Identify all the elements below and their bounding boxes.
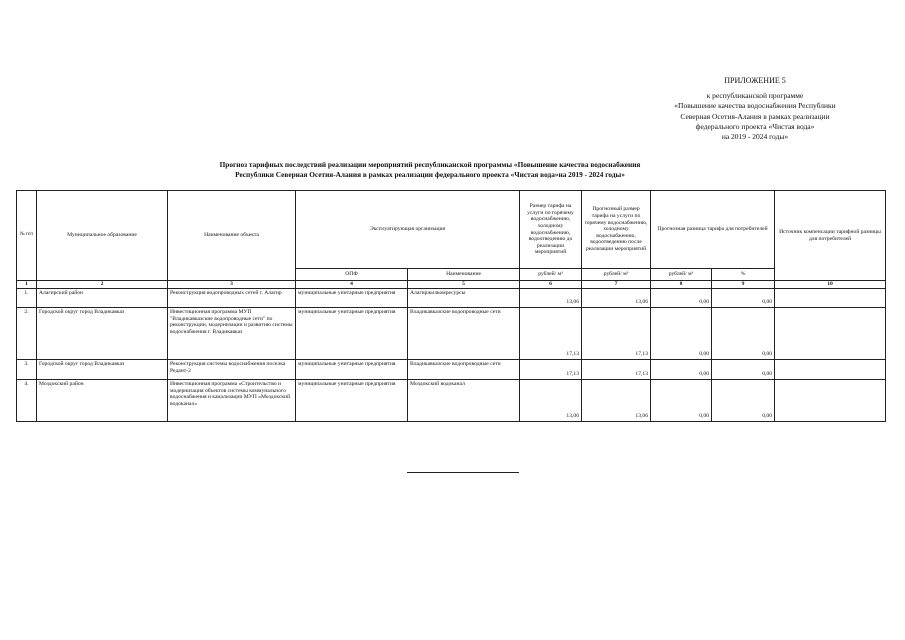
row-tariff-after: 13,06: [582, 289, 651, 308]
table-row: [17, 360, 886, 380]
header-unit: рублей/ м³: [520, 269, 582, 281]
header-name: Наименование: [408, 269, 520, 281]
row-index: 1.: [17, 289, 37, 308]
column-number: 1: [17, 281, 37, 289]
row-source: [775, 308, 886, 360]
header-unit: %: [712, 269, 775, 281]
header-object: Наименование объекта: [168, 191, 296, 281]
header-unit: рублей/ м³: [582, 269, 651, 281]
row-index: 4.: [17, 380, 37, 422]
row-operator-name: Владикавказские водопроводные сети: [408, 308, 520, 360]
header-num: № п/п: [17, 191, 37, 281]
appendix-line: на 2019 - 2024 годы»: [721, 132, 789, 142]
column-number-row: [17, 281, 886, 289]
row-object: Реконструкция водопроводных сетей г. Алагир: [168, 289, 296, 308]
header-operator: Эксплуатирующая организация: [296, 191, 520, 269]
header-forecast-diff: Прогнозная разница тарифа для потребителей: [651, 191, 775, 269]
appendix-line: «Повышение качества водоснабжения Республики: [674, 101, 836, 111]
appendix-block: [640, 76, 870, 142]
row-operator-name: Моздокский водоканал: [408, 380, 520, 422]
row-tariff-before: 17,13: [520, 360, 582, 380]
column-number: 4: [296, 281, 408, 289]
title-line: Прогноз тарифных последствий реализации мероприятий республиканской программы «Повышение качества водоснабжения: [219, 160, 641, 169]
row-diff-rub: 0,00: [651, 308, 712, 360]
header-sources: Источник компенсации тарифной разницы для потребителей: [775, 191, 886, 281]
row-diff-pct: 0,00: [712, 308, 775, 360]
row-tariff-before: 13,06: [520, 289, 582, 308]
row-diff-rub: 0,00: [651, 380, 712, 422]
row-opf: муниципальные унитарные предприятия: [296, 289, 408, 308]
row-tariff-after: 17,13: [582, 360, 651, 380]
row-opf: муниципальные унитарные предприятия: [296, 308, 408, 360]
row-tariff-after: 13,06: [582, 380, 651, 422]
row-municipality: Городской округ город Владикавказ: [37, 308, 168, 360]
row-index: 3.: [17, 360, 37, 380]
header-unit: рублей/ м³: [651, 269, 712, 281]
row-tariff-after: 17,13: [582, 308, 651, 360]
column-number: 9: [712, 281, 775, 289]
row-diff-rub: 0,00: [651, 360, 712, 380]
table-row: [17, 289, 886, 308]
column-number: 5: [408, 281, 520, 289]
row-source: [775, 360, 886, 380]
column-number: 6: [520, 281, 582, 289]
row-diff-rub: 0,00: [651, 289, 712, 308]
row-diff-pct: 0,00: [712, 289, 775, 308]
header-municipality: Муниципальное образование: [37, 191, 168, 281]
appendix-number: ПРИЛОЖЕНИЕ 5: [724, 76, 786, 85]
header-forecast-tariff: Прогнозный размер тарифа на услуги по горячему водоснабжению, холодному водоснабжению, водоотведению после реализации мероприятий: [582, 191, 651, 269]
document-title: [150, 160, 710, 180]
row-diff-pct: 0,00: [712, 360, 775, 380]
table-row: [17, 380, 886, 422]
table-row: [17, 308, 886, 360]
tariff-table: [16, 190, 886, 422]
title-line: Республики Северная Осетия-Алания в рамках реализации федерального проекта «Чистая вода»на 2019 - 2024 годы»: [235, 170, 625, 179]
row-index: 2.: [17, 308, 37, 360]
row-object: Инвестиционная программа «Строительство и модернизация объектов системы коммунального водоснабжения и канализации МУП «Моздокский водоканал»: [168, 380, 296, 422]
row-tariff-before: 13,06: [520, 380, 582, 422]
header-opf: ОПФ: [296, 269, 408, 281]
row-opf: муниципальные унитарные предприятия: [296, 380, 408, 422]
column-number: 3: [168, 281, 296, 289]
row-opf: муниципальные унитарные предприятия: [296, 360, 408, 380]
column-number: 2: [37, 281, 168, 289]
header-row: [17, 191, 886, 269]
row-operator-name: Владикавказские водопроводные сети: [408, 360, 520, 380]
row-object: Инвестиционная программа МУП "Владикавказские водопроводные сети" по реконструкции, модернизации и развитию системы водоснабжения г. Владикавказ: [168, 308, 296, 360]
appendix-line: Северная Осетия-Алания в рамках реализации: [680, 111, 830, 121]
row-municipality: Алагирский район: [37, 289, 168, 308]
row-tariff-before: 17,13: [520, 308, 582, 360]
row-municipality: Моздокский район: [37, 380, 168, 422]
header-tariff-size: Размер тарифа на услуги по горячему водоснабжению, холодному водоснабжению, водоотведению до реализации мероприятий: [520, 191, 582, 269]
appendix-line: к республиканской программе: [706, 91, 804, 101]
row-municipality: Городской округ город Владикавказ: [37, 360, 168, 380]
row-source: [775, 289, 886, 308]
closing-rule: [407, 472, 519, 473]
row-diff-pct: 0,00: [712, 380, 775, 422]
row-object: Реконструкция системы водоснабжения поселка Редант-2: [168, 360, 296, 380]
column-number: 10: [775, 281, 886, 289]
row-operator-name: Алагиржилкомресурсы: [408, 289, 520, 308]
column-number: 8: [651, 281, 712, 289]
row-source: [775, 380, 886, 422]
column-number: 7: [582, 281, 651, 289]
appendix-line: федерального проекта «Чистая вода»: [695, 121, 815, 131]
